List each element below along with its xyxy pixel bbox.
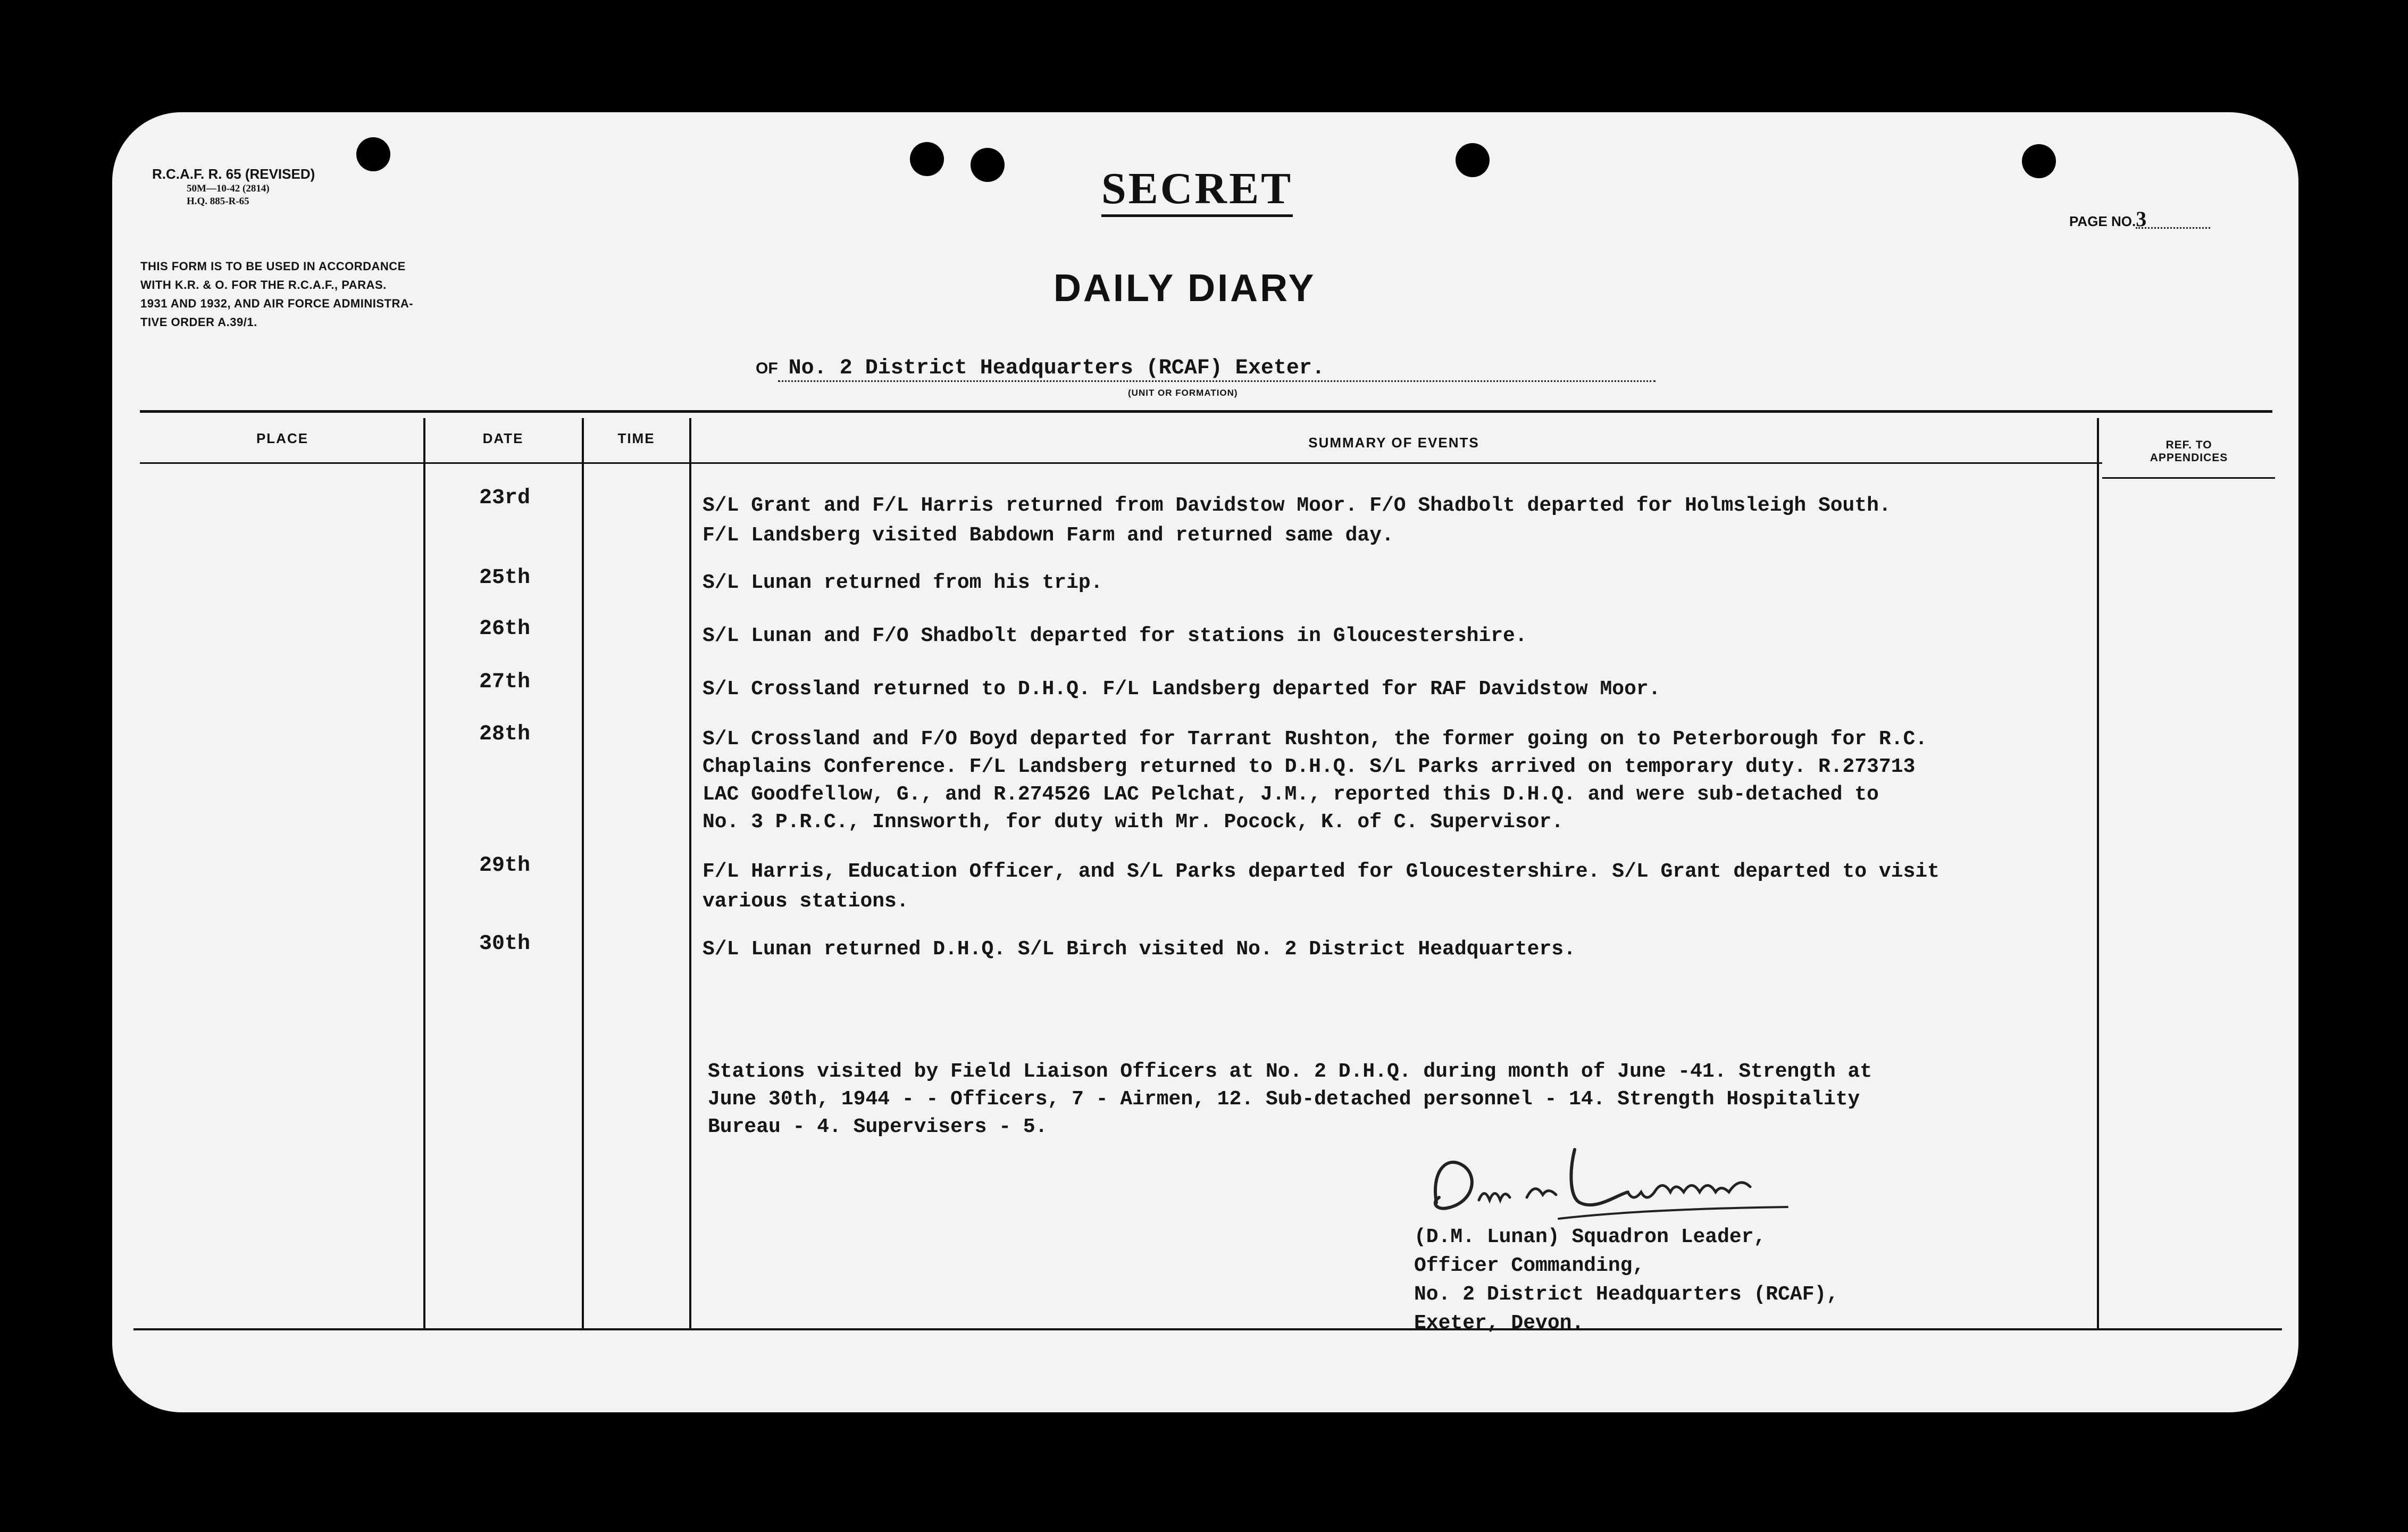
diary-form — [112, 112, 2298, 1412]
monthly-summary — [708, 1058, 1995, 1141]
summary-line: June 30th, 1944 - - Officers, 7 - Airmen, 12. Sub-detached personnel - 14. Strength Hospitality — [708, 1088, 1860, 1111]
secret-classification: SECRET — [1101, 165, 1293, 217]
entry-date: 29th — [479, 854, 530, 878]
header-rule — [140, 462, 2102, 464]
entry-date: 28th — [479, 722, 530, 746]
entry-line: LAC Goodfellow, G., and R.274526 LAC Pelchat, J.M., reported this D.H.Q. and were sub-detached to — [703, 783, 1879, 806]
column-divider — [689, 418, 691, 1329]
entry-summary — [703, 568, 1989, 598]
entry-line: F/L Landsberg visited Babdown Farm and returned same day. — [703, 524, 1394, 547]
entry-summary — [703, 491, 1989, 551]
header-rule — [2102, 477, 2275, 479]
instruction-line: TIVE ORDER A.39/1. — [140, 315, 257, 329]
unit-value: No. 2 District Headquarters (RCAF) Exeter. — [778, 357, 1656, 382]
column-header-summary: SUMMARY OF EVENTS — [1308, 435, 1479, 451]
table-top-rule — [140, 410, 2272, 413]
page-number-value: 3 — [2136, 211, 2210, 229]
signature-block — [1414, 1223, 1838, 1338]
entry-summary — [703, 726, 1989, 836]
entry-line: S/L Lunan returned from his trip. — [703, 571, 1103, 594]
entry-summary — [703, 621, 1989, 651]
entry-line: S/L Crossland returned to D.H.Q. F/L Landsberg departed for RAF Davidstow Moor. — [703, 678, 1661, 701]
form-number-line: 50M—10-42 (2814) — [187, 183, 270, 194]
unit-caption: (UNIT OR FORMATION) — [1128, 388, 1238, 398]
unit-label: OF — [756, 360, 778, 377]
column-divider — [423, 418, 425, 1329]
entry-date: 25th — [479, 566, 530, 590]
column-header-place: PLACE — [256, 430, 309, 446]
entry-line: S/L Lunan returned D.H.Q. S/L Birch visited No. 2 District Headquarters. — [703, 938, 1576, 961]
column-divider — [2097, 418, 2099, 1329]
instruction-line: THIS FORM IS TO BE USED IN ACCORDANCE — [140, 260, 406, 273]
form-number — [152, 165, 315, 208]
punch-hole — [1456, 143, 1490, 177]
column-header-ref — [2101, 439, 2277, 464]
form-number-line: R.C.A.F. R. 65 (REVISED) — [152, 166, 315, 182]
entry-line: S/L Grant and F/L Harris returned from Davidstow Moor. F/O Shadbolt departed for Holmsleigh South. — [703, 494, 1891, 517]
signature-line: Exeter, Devon. — [1414, 1312, 1584, 1335]
entry-line: S/L Crossland and F/O Boyd departed for Tarrant Rushton, the former going on to Peterborough for R.C. — [703, 728, 1928, 751]
punch-hole — [971, 148, 1005, 182]
column-header-ref-line: REF. TO — [2165, 439, 2212, 451]
form-title: DAILY DIARY — [1054, 267, 1316, 310]
entry-line: various stations. — [703, 890, 909, 913]
entry-line: S/L Lunan and F/O Shadbolt departed for stations in Gloucestershire. — [703, 625, 1527, 647]
entry-date: 30th — [479, 932, 530, 956]
entry-summary — [703, 857, 1989, 917]
handwritten-signature — [1415, 1139, 1872, 1229]
signature-line: No. 2 District Headquarters (RCAF), — [1414, 1283, 1839, 1306]
entry-line: F/L Harris, Education Officer, and S/L Parks departed for Gloucestershire. S/L Grant departed to visit — [703, 860, 1939, 883]
instruction-line: 1931 AND 1932, AND AIR FORCE ADMINISTRA- — [140, 297, 414, 310]
entry-date: 26th — [479, 617, 530, 641]
unit-field — [756, 357, 1656, 382]
punch-hole — [910, 142, 944, 176]
form-instructions — [140, 257, 545, 331]
column-header-time: TIME — [617, 430, 655, 446]
signature-line: (D.M. Lunan) Squadron Leader, — [1414, 1226, 1766, 1248]
entry-date: 27th — [479, 670, 530, 694]
summary-line: Stations visited by Field Liaison Officers at No. 2 D.H.Q. during month of June -41. Strength at — [708, 1060, 1872, 1083]
punch-hole — [2022, 144, 2056, 178]
entry-date: 23rd — [479, 486, 530, 510]
form-number-line: H.Q. 885-R-65 — [187, 196, 249, 207]
column-divider — [582, 418, 584, 1329]
column-header-ref-line: APPENDICES — [2150, 452, 2228, 464]
punch-hole — [356, 137, 390, 171]
table-bottom-rule — [133, 1328, 2282, 1330]
page-number — [2069, 207, 2210, 231]
entry-summary — [703, 675, 1989, 704]
entry-summary — [703, 935, 1989, 964]
signature-line: Officer Commanding, — [1414, 1254, 1645, 1277]
page-number-label: PAGE NO. — [2069, 213, 2136, 229]
entry-line: No. 3 P.R.C., Innsworth, for duty with Mr. Pocock, K. of C. Supervisor. — [703, 811, 1564, 834]
summary-line: Bureau - 4. Supervisers - 5. — [708, 1115, 1048, 1138]
entry-line: Chaplains Conference. F/L Landsberg returned to D.H.Q. S/L Parks arrived on temporary duty. R.273713 — [703, 755, 1916, 778]
instruction-line: WITH K.R. & O. FOR THE R.C.A.F., PARAS. — [140, 278, 387, 292]
column-header-date: DATE — [482, 430, 524, 446]
